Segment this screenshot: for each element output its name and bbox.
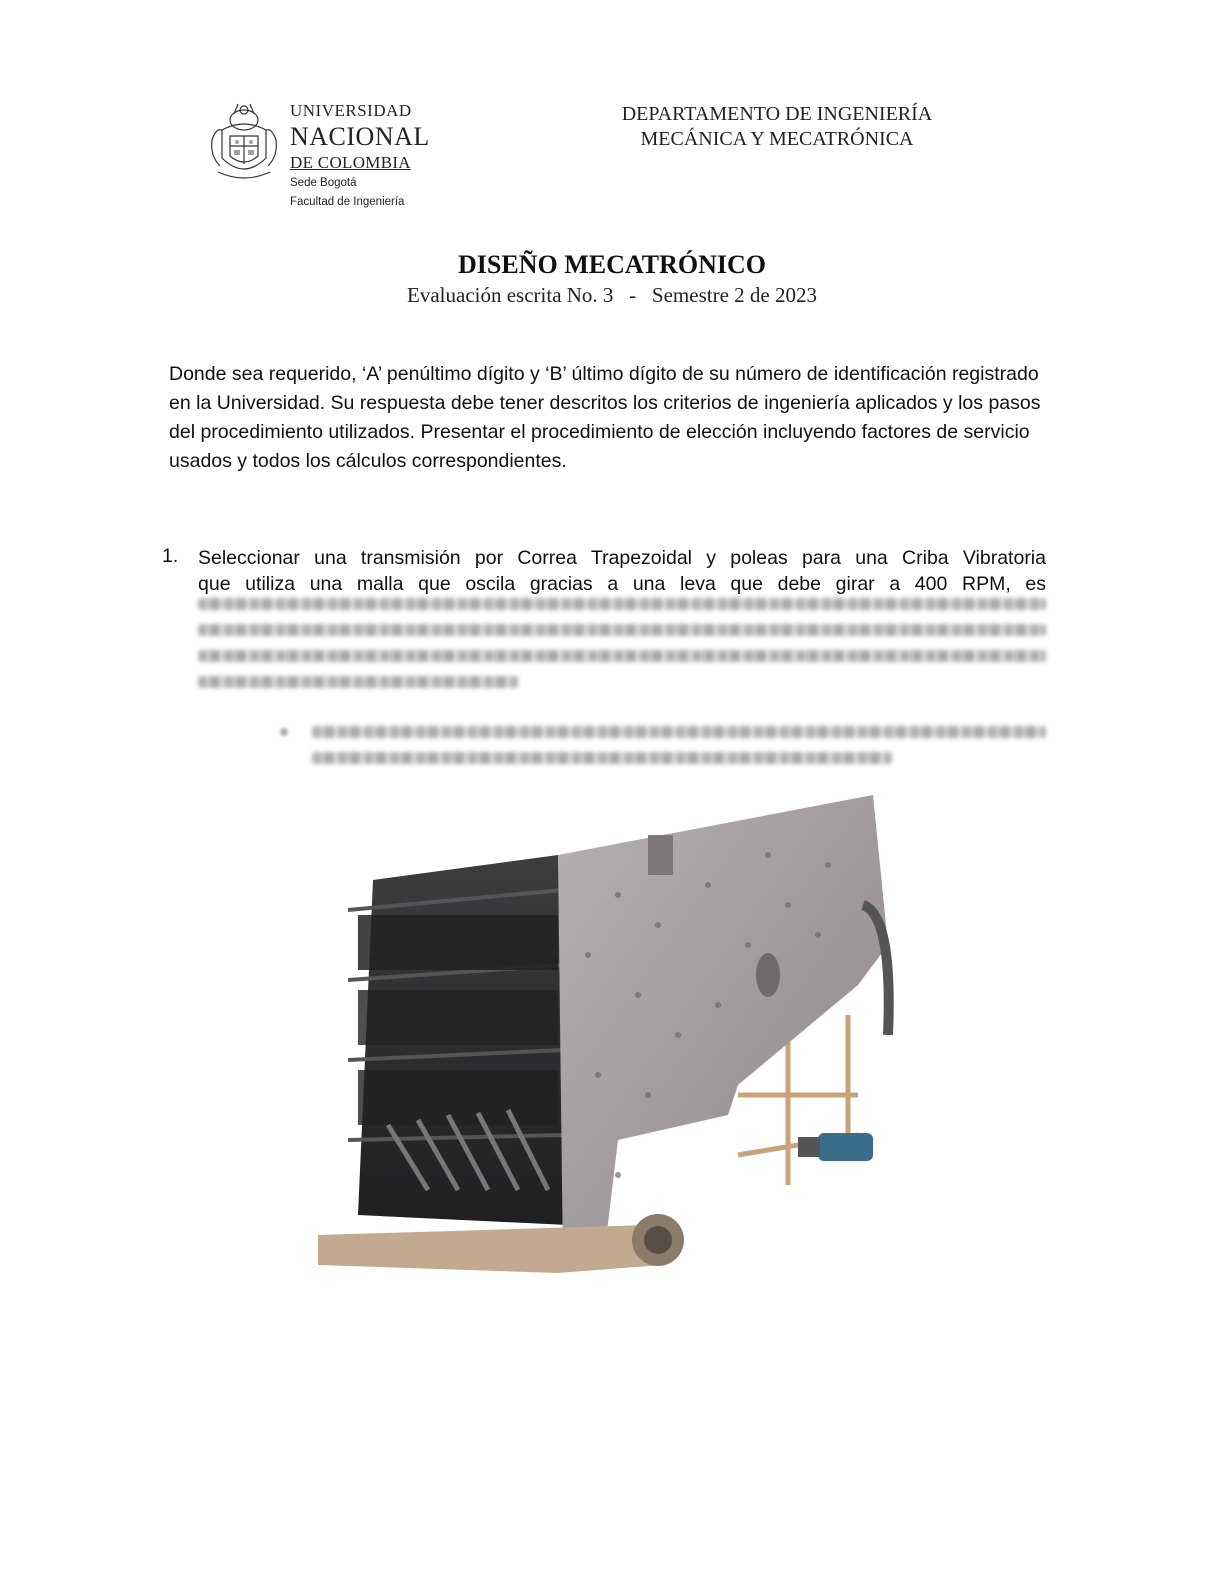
blurred-line: [198, 676, 518, 688]
department-heading: [560, 102, 994, 152]
document-title: DISEÑO MECATRÓNICO: [458, 250, 766, 279]
department-line-1: DEPARTAMENTO DE INGENIERÍA: [621, 103, 933, 125]
question-line-2: que utiliza una malla que oscila gracias a una leva que debe girar a 400 RPM, es: [198, 573, 1046, 595]
blurred-question-text: [198, 598, 1046, 702]
bullet-icon: [280, 728, 288, 736]
instructions-paragraph: Donde sea requerido, ‘A’ penúltimo dígito y ‘B’ último dígito de su número de identificación registrado en la Universidad. Su respuesta debe tener descritos los criterios de ingeniería aplicados y los pasos del procedimiento utilizados. Presentar el procedimiento de elección incluyendo factores de servicio usados y todos los cálculos correspondientes.: [169, 363, 1041, 472]
university-line-3: DE COLOMBIA: [290, 153, 411, 172]
campus-label: Sede Bogotá: [290, 177, 357, 189]
blurred-bullet-text: [312, 726, 1046, 778]
question-number: 1.: [162, 545, 179, 567]
blurred-line: [312, 752, 892, 764]
blurred-line: [198, 650, 1046, 662]
university-name-block: [290, 100, 430, 212]
blurred-line: [198, 598, 1046, 610]
blurred-line: [312, 726, 1046, 738]
document-subtitle: Evaluación escrita No. 3 - Semestre 2 de 2023: [407, 283, 817, 307]
university-line-2: NACIONAL: [290, 122, 430, 151]
university-coat-of-arms-icon: [208, 100, 280, 184]
university-line-1: UNIVERSIDAD: [290, 101, 412, 120]
question-text: [198, 545, 1046, 597]
department-line-2: MECÁNICA Y MECATRÓNICA: [640, 128, 914, 150]
faculty-label: Facultad de Ingeniería: [290, 196, 405, 208]
vibrating-screen-machine-photo: [318, 795, 902, 1285]
blurred-line: [198, 624, 1046, 636]
question-line-1: Seleccionar una transmisión por Correa Trapezoidal y poleas para una Criba Vibratoria: [198, 547, 1046, 569]
